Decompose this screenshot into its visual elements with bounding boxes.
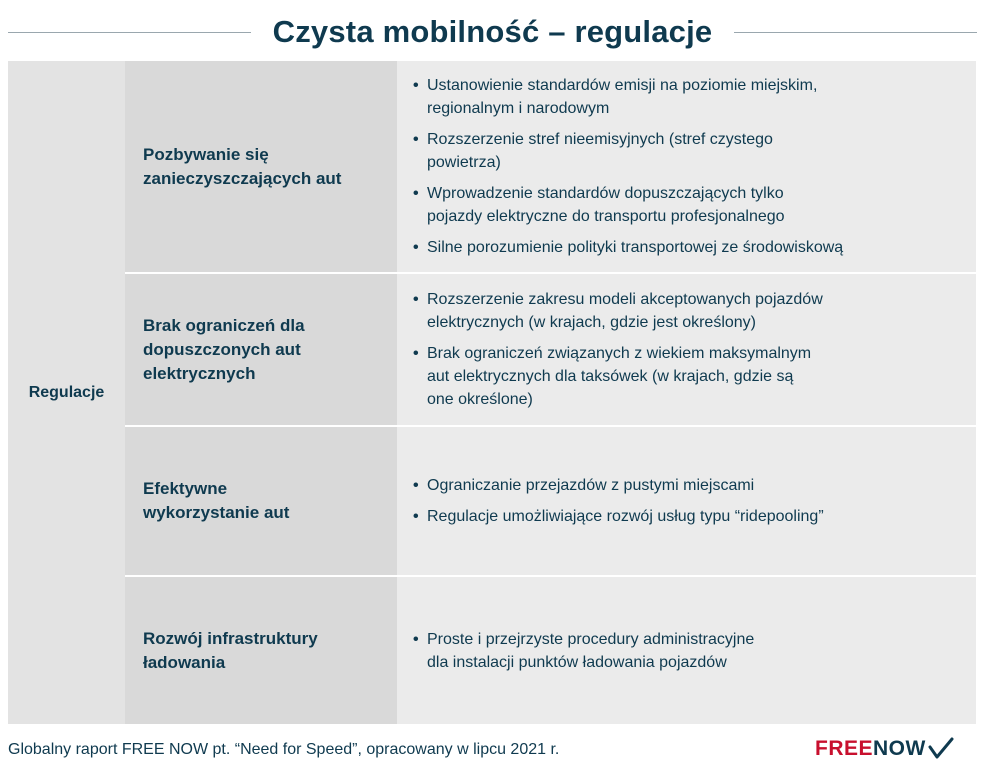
list-item	[413, 236, 962, 259]
bullet-icon: •	[413, 630, 419, 648]
table-row	[125, 272, 976, 425]
source-footnote: Globalny raport FREE NOW pt. “Need for Speed”, opracowany w lipcu 2021 r.	[8, 741, 560, 758]
bullet-text: Ustanowienie standardów emisji na poziomie miejskim, regionalnym i narodowym	[427, 77, 818, 117]
bullet-icon: •	[413, 239, 419, 256]
list-item	[413, 288, 962, 334]
list-item	[413, 628, 962, 674]
table-row	[125, 425, 976, 575]
bullet-text: Proste i przejrzyste procedury administracyjne dla instalacji punktów ładowania pojazdów	[427, 630, 755, 671]
page-title: Czysta mobilność – regulacje	[272, 14, 713, 49]
bullet-icon: •	[413, 291, 419, 308]
bullet-text: Rozszerzenie stref nieemisyjnych (stref czystego powietrza)	[427, 131, 773, 171]
freenow-logo	[815, 734, 954, 764]
table-rows	[125, 61, 976, 724]
table-row	[125, 61, 976, 272]
category-cell: Pozbywanie się zanieczyszczających aut	[125, 61, 397, 272]
category-cell: Brak ograniczeń dla dopuszczonych aut elektrycznych	[125, 274, 397, 425]
bullet-text: Wprowadzenie standardów dopuszczających tylko pojazdy elektryczne do transportu profesjonalnego	[427, 185, 785, 225]
list-item	[413, 474, 962, 497]
title-row	[8, 10, 977, 54]
bullet-icon: •	[413, 345, 419, 362]
checkmark-logo-icon	[928, 737, 954, 761]
bullet-list	[397, 274, 976, 425]
category-cell: Rozwój infrastruktury ładowania	[125, 577, 397, 724]
bullet-icon: •	[413, 185, 419, 202]
bullet-text: Silne porozumienie polityki transportowej ze środowiskową	[427, 239, 844, 256]
logo-now-text: NOW	[873, 737, 926, 760]
bullet-text: Regulacje umożliwiające rozwój usług typu “ridepooling”	[427, 508, 824, 525]
regulation-table	[8, 61, 976, 724]
bullet-list	[397, 61, 976, 272]
list-item	[413, 182, 962, 228]
bullet-icon: •	[413, 77, 419, 94]
list-item	[413, 128, 962, 174]
title-right-rule	[734, 32, 977, 33]
bullet-text: Rozszerzenie zakresu modeli akceptowanych pojazdów elektrycznych (w krajach, gdzie jest określony)	[427, 291, 823, 331]
bullet-text: Ograniczanie przejazdów z pustymi miejscami	[427, 477, 755, 494]
list-item	[413, 342, 962, 411]
category-cell: Efektywne wykorzystanie aut	[125, 427, 397, 575]
bullet-icon: •	[413, 477, 419, 494]
list-item	[413, 74, 962, 120]
table-row	[125, 575, 976, 724]
bullet-icon: •	[413, 508, 419, 525]
main-category-label: Regulacje	[28, 383, 105, 401]
bullet-list	[397, 427, 976, 575]
title-left-rule	[8, 32, 251, 33]
bullet-list	[397, 577, 976, 724]
logo-free-text: FREE	[815, 737, 874, 760]
bullet-icon: •	[413, 131, 419, 148]
bullet-text: Brak ograniczeń związanych z wiekiem maksymalnym aut elektrycznych dla taksówek (w krajach, gdzie są one określone)	[427, 345, 812, 408]
main-category-cell	[8, 61, 125, 724]
list-item	[413, 505, 962, 528]
